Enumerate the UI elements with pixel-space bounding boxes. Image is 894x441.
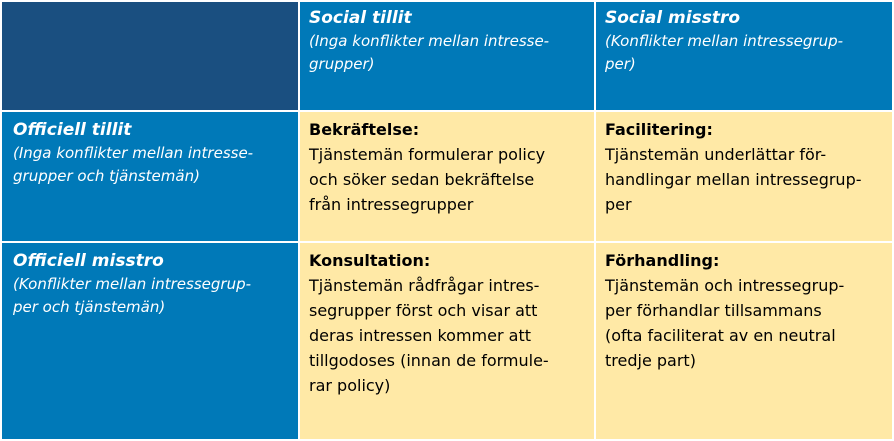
subtitle-line: grupper) — [309, 55, 375, 73]
cell-facilitering — [596, 112, 892, 243]
column-header-social-tillit — [300, 2, 596, 112]
column-header-subtitle — [309, 30, 586, 76]
text-line: (ofta faciliterat av en neutral — [605, 326, 836, 345]
cell-title: Facilitering: — [605, 120, 713, 139]
cell-konsultation — [300, 243, 596, 439]
subtitle-line: (Konflikter mellan intressegrup- — [605, 32, 844, 50]
cell-text — [309, 142, 586, 217]
row-header-subtitle — [13, 273, 290, 319]
corner-cell — [2, 2, 300, 112]
column-header-social-misstro — [596, 2, 892, 112]
cell-text — [309, 273, 586, 398]
subtitle-line: grupper och tjänstemän) — [13, 167, 200, 185]
cell-text — [605, 273, 884, 373]
text-line: och söker sedan bekräftelse — [309, 170, 535, 189]
column-header-subtitle — [605, 30, 884, 76]
cell-title: Bekräftelse: — [309, 120, 420, 139]
subtitle-line: per) — [605, 55, 636, 73]
row-header-title: Officiell misstro — [13, 251, 164, 271]
text-line: Tjänstemän formulerar policy — [309, 145, 546, 164]
column-header-title: Social misstro — [605, 8, 741, 28]
subtitle-line: (Konflikter mellan intressegrup- — [13, 275, 252, 293]
text-line: Tjänstemän underlättar för- — [605, 145, 827, 164]
text-line: handlingar mellan intressegrup- — [605, 170, 862, 189]
column-header-title: Social tillit — [309, 8, 412, 28]
text-line: från intressegrupper — [309, 195, 474, 214]
text-line: rar policy) — [309, 376, 391, 395]
text-line: tredje part) — [605, 351, 696, 370]
row-header-officiell-misstro — [2, 243, 300, 439]
cell-forhandling — [596, 243, 892, 439]
subtitle-line: (Inga konflikter mellan intresse- — [13, 144, 254, 162]
row-header-officiell-tillit — [2, 112, 300, 243]
text-line: segrupper först och visar att — [309, 301, 538, 320]
cell-bekraftelse — [300, 112, 596, 243]
row-header-title: Officiell tillit — [13, 120, 132, 140]
text-line: per förhandlar tillsammans — [605, 301, 822, 320]
text-line: per — [605, 195, 632, 214]
row-header-subtitle — [13, 142, 290, 188]
cell-title: Konsultation: — [309, 251, 431, 270]
subtitle-line: (Inga konflikter mellan intresse- — [309, 32, 550, 50]
text-line: deras intressen kommer att — [309, 326, 531, 345]
trust-matrix-table — [2, 2, 892, 439]
text-line: Tjänstemän rådfrågar intres- — [309, 276, 540, 295]
cell-text — [605, 142, 884, 217]
text-line: Tjänstemän och intressegrup- — [605, 276, 845, 295]
text-line: tillgodoses (innan de formule- — [309, 351, 549, 370]
subtitle-line: per och tjänstemän) — [13, 298, 166, 316]
cell-title: Förhandling: — [605, 251, 720, 270]
